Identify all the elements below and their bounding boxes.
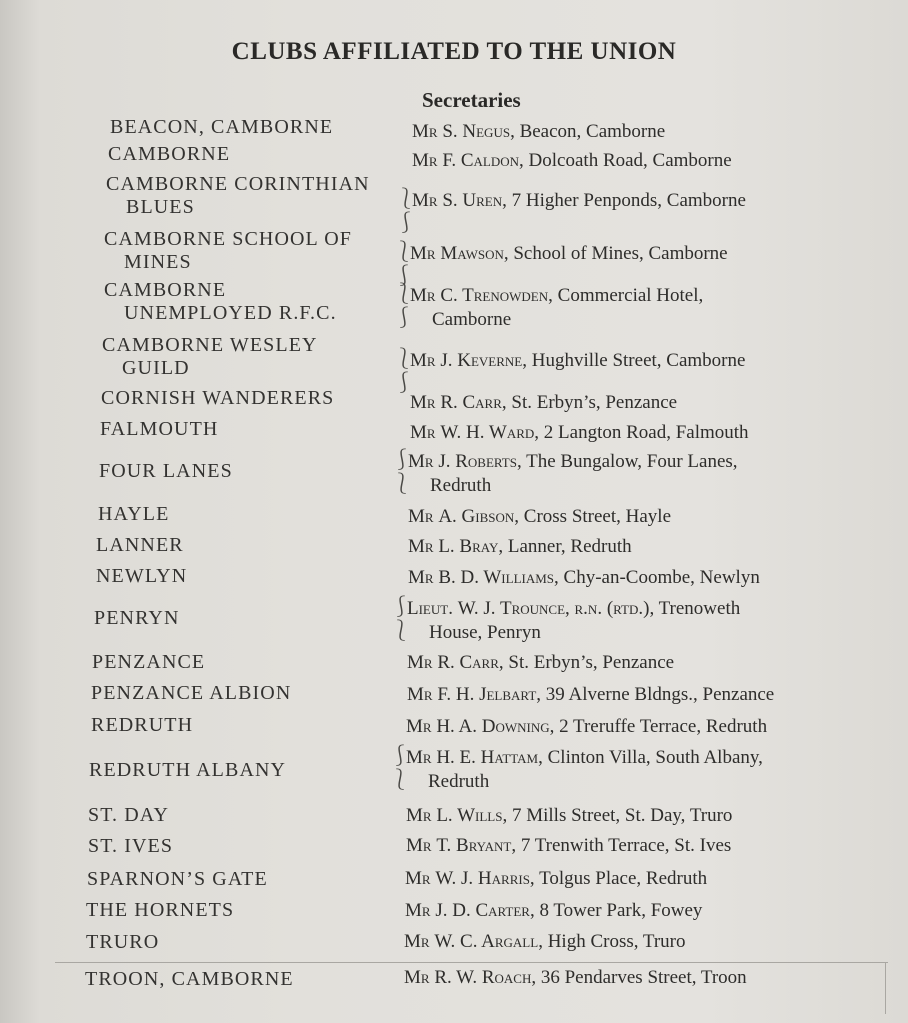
secretary-entry (406, 746, 763, 794)
club-name-line: NEWLYN (96, 565, 188, 587)
secretary-address: , Trenoweth (649, 598, 741, 619)
secretary-line (412, 121, 665, 142)
secretary-name: H. A. Downing (436, 716, 550, 737)
bracket-mark: ⎱ ⎰ (394, 241, 414, 287)
secretary-address: , 8 Tower Park, Fowey (529, 900, 703, 921)
secretary-entry (408, 535, 632, 559)
club-name (104, 279, 337, 325)
secretary-address: , The Bungalow, Four Lanes, (516, 451, 738, 472)
secretary-line (407, 652, 674, 673)
club-name-line: REDRUTH (91, 714, 194, 736)
secretary-title: Mr (407, 652, 433, 673)
secretary-entry (408, 505, 671, 529)
page-title: CLUBS AFFILIATED TO THE UNION (231, 38, 677, 65)
secretary-entry (404, 930, 686, 954)
secretary-title: Mr (410, 392, 436, 413)
secretary-line (405, 868, 707, 889)
secretary-address: , High Cross, Truro (538, 931, 686, 952)
secretary-name: S. Uren (442, 190, 503, 211)
secretary-address: , 36 Pendarves Street, Troon (531, 967, 747, 988)
secretary-entry (410, 391, 677, 415)
secretary-entry (406, 804, 732, 828)
secretary-title: Mr (410, 422, 436, 443)
divider-corner (885, 962, 886, 1014)
secretary-entry (408, 566, 760, 590)
secretary-address: , Lanner, Redruth (498, 536, 632, 557)
secretary-title: Mr (412, 190, 438, 211)
club-name-line: FALMOUTH (100, 418, 219, 440)
secretary-address: , Cross Street, Hayle (514, 506, 672, 527)
secretary-address: , 7 Higher Penponds, Camborne (502, 190, 746, 211)
secretary-line (408, 506, 671, 527)
club-name-line: FOUR LANES (99, 460, 233, 482)
club-name (96, 565, 187, 588)
secretary-entry (405, 867, 707, 891)
secretary-title: Mr (408, 506, 434, 527)
secretary-line (412, 190, 746, 211)
secretary-title: Mr (410, 350, 436, 371)
club-name (108, 143, 230, 166)
club-name (88, 804, 169, 827)
secretary-name: J. D. Carter (435, 900, 530, 921)
secretary-name: R. Carr (437, 652, 499, 673)
club-name (94, 607, 180, 630)
club-name-line: CAMBORNE (104, 279, 227, 301)
secretary-line (408, 567, 760, 588)
bracket-mark: ⎱ ⎰ (396, 188, 416, 234)
secretary-address: , Beacon, Camborne (510, 121, 666, 142)
bracket-mark: ⎰ ⎱ (392, 449, 412, 495)
secretary-name: T. Bryant (436, 835, 512, 856)
secretary-entry (404, 966, 747, 990)
secretary-name: C. Trenowden (440, 285, 549, 306)
secretary-address-continued: Redruth (428, 771, 490, 792)
secretary-address: , 39 Alverne Bldngs., Penzance (536, 684, 775, 705)
secretary-name: L. Wills (436, 805, 503, 826)
club-name-line: SPARNON’S GATE (87, 868, 268, 890)
secretary-line (407, 684, 774, 705)
club-name-line: ST. DAY (88, 804, 170, 826)
secretary-line (408, 451, 738, 472)
divider-line (55, 962, 888, 963)
club-name-line: PENRYN (94, 607, 180, 629)
secretary-address: , Commercial Hotel, (548, 285, 704, 306)
secretary-entry (412, 120, 665, 144)
secretary-address: , 2 Treruffe Terrace, Redruth (549, 716, 768, 737)
secretary-name: Mawson (440, 243, 504, 264)
club-name-line: CORNISH WANDERERS (101, 387, 335, 409)
secretary-entry (410, 242, 728, 266)
secretaries-heading: Secretaries (422, 88, 521, 112)
club-name-line: CAMBORNE (108, 143, 231, 165)
club-name (99, 460, 233, 483)
secretary-line (406, 716, 767, 737)
club-name-line: HAYLE (98, 503, 170, 525)
secretary-title: Mr (407, 684, 433, 705)
club-name-line: MINES (124, 251, 192, 273)
secretary-address: , St. Erbyn’s, Penzance (498, 652, 675, 673)
secretary-line (410, 285, 703, 306)
secretary-line (410, 422, 749, 443)
secretary-title: Mr (406, 716, 432, 737)
secretary-address: , 7 Mills Street, St. Day, Truro (502, 805, 733, 826)
secretary-title: Mr (410, 285, 436, 306)
club-name-line: BEACON, CAMBORNE (110, 116, 334, 138)
secretary-title: Mr (412, 121, 438, 142)
secretary-title: Mr (404, 931, 430, 952)
secretary-name: W. C. Argall (434, 931, 539, 952)
secretary-entry (408, 450, 738, 498)
club-name (87, 868, 268, 891)
club-name (98, 503, 169, 526)
secretary-entry (412, 189, 746, 213)
secretary-name: S. Negus (442, 121, 511, 142)
secretary-title: Mr (405, 900, 431, 921)
secretary-line (404, 967, 747, 988)
club-name (101, 387, 334, 410)
club-name (85, 968, 294, 991)
club-name (102, 334, 318, 380)
club-name (91, 714, 193, 737)
secretary-line (412, 150, 732, 171)
secretary-entry (410, 284, 703, 332)
secretary-entry (406, 715, 767, 739)
secretary-entry (407, 683, 774, 707)
club-name-line: CAMBORNE CORINTHIAN (106, 173, 370, 195)
secretary-title: Mr (406, 835, 432, 856)
secretary-address: , 2 Langton Road, Falmouth (534, 422, 749, 443)
club-name (91, 682, 291, 705)
secretary-line (406, 805, 732, 826)
secretary-entry (407, 597, 740, 645)
club-name (110, 116, 333, 139)
club-name-line: PENZANCE (92, 651, 206, 673)
secretary-name: W. J. Trounce, r.n. (rtd.) (457, 598, 650, 619)
secretary-title: Mr (408, 567, 434, 588)
secretary-address: , Tolgus Place, Redruth (529, 868, 708, 889)
secretary-name: J. Roberts (438, 451, 517, 472)
club-name (86, 931, 159, 954)
secretary-line (406, 747, 763, 768)
secretary-entry (410, 349, 745, 373)
secretary-entry (406, 834, 731, 858)
secretary-address: , 7 Trenwith Terrace, St. Ives (511, 835, 732, 856)
club-name-line: ST. IVES (88, 835, 174, 857)
secretary-entry (407, 651, 674, 675)
secretary-line (410, 350, 745, 371)
secretary-line (405, 900, 702, 921)
club-name-line: BLUES (126, 196, 195, 218)
secretary-line (408, 536, 632, 557)
bracket-mark: ⎱ ⎰ (394, 348, 414, 394)
secretary-title: Mr (410, 243, 436, 264)
secretary-title: Lieut. (407, 598, 453, 619)
secretary-name: W. H. Ward (440, 422, 535, 443)
club-name (100, 418, 218, 441)
secretary-name: J. Keverne (440, 350, 523, 371)
club-name (106, 173, 370, 219)
secretary-name: W. J. Harris (435, 868, 530, 889)
club-name-line: UNEMPLOYED R.F.C. (124, 302, 337, 324)
bracket-mark: ⎱ ⎰ (394, 283, 414, 329)
secretary-name: A. Gibson (438, 506, 515, 527)
secretary-entry (412, 149, 732, 173)
club-name-line: TRURO (86, 931, 160, 953)
secretary-title: Mr (406, 747, 432, 768)
secretary-title: Mr (405, 868, 431, 889)
club-name-line: TROON, CAMBORNE (85, 968, 294, 990)
secretary-name: R. Carr (440, 392, 502, 413)
club-name (86, 899, 234, 922)
secretary-title: Mr (408, 451, 434, 472)
secretary-name: F. Caldon (442, 150, 520, 171)
secretary-name: B. D. Williams (438, 567, 555, 588)
secretary-address: , Clinton Villa, South Albany, (538, 747, 763, 768)
secretary-address: , Dolcoath Road, Camborne (519, 150, 732, 171)
club-name-line: GUILD (122, 357, 190, 379)
club-name-line: CAMBORNE WESLEY (102, 334, 318, 356)
secretary-entry (410, 421, 749, 445)
club-name-line: CAMBORNE SCHOOL OF (104, 228, 352, 250)
club-name-line: THE HORNETS (86, 899, 235, 921)
secretary-line (406, 835, 731, 856)
club-name (92, 651, 205, 674)
secretary-address: , School of Mines, Camborne (503, 243, 728, 264)
secretary-name: H. E. Hattam (436, 747, 539, 768)
club-name (88, 835, 173, 858)
club-name-line: REDRUTH ALBANY (89, 759, 287, 781)
secretary-address: , Hughville Street, Camborne (522, 350, 746, 371)
club-name-line: PENZANCE ALBION (91, 682, 292, 704)
club-name (104, 228, 352, 274)
secretary-address-continued: Camborne (432, 309, 512, 330)
secretary-address: , St. Erbyn’s, Penzance (501, 392, 678, 413)
secretary-address-continued: Redruth (430, 475, 492, 496)
club-name (96, 534, 184, 557)
secretary-line (410, 392, 677, 413)
club-name (89, 759, 286, 782)
secretary-line (410, 243, 728, 264)
secretary-name: L. Bray (438, 536, 499, 557)
bracket-mark: ⎰ ⎱ (390, 745, 410, 791)
club-name-line: LANNER (96, 534, 184, 556)
secretary-entry (405, 899, 702, 923)
secretary-title: Mr (404, 967, 430, 988)
secretary-address: , Chy-an-Coombe, Newlyn (554, 567, 760, 588)
secretary-name: R. W. Roach (434, 967, 532, 988)
bracket-mark: ⎰ ⎱ (391, 596, 411, 642)
secretary-title: Mr (406, 805, 432, 826)
secretary-address-continued: House, Penryn (429, 622, 541, 643)
secretary-name: F. H. Jelbart (437, 684, 537, 705)
secretary-title: Mr (408, 536, 434, 557)
secretary-title: Mr (412, 150, 438, 171)
secretary-line (404, 931, 686, 952)
secretary-line (407, 598, 740, 619)
